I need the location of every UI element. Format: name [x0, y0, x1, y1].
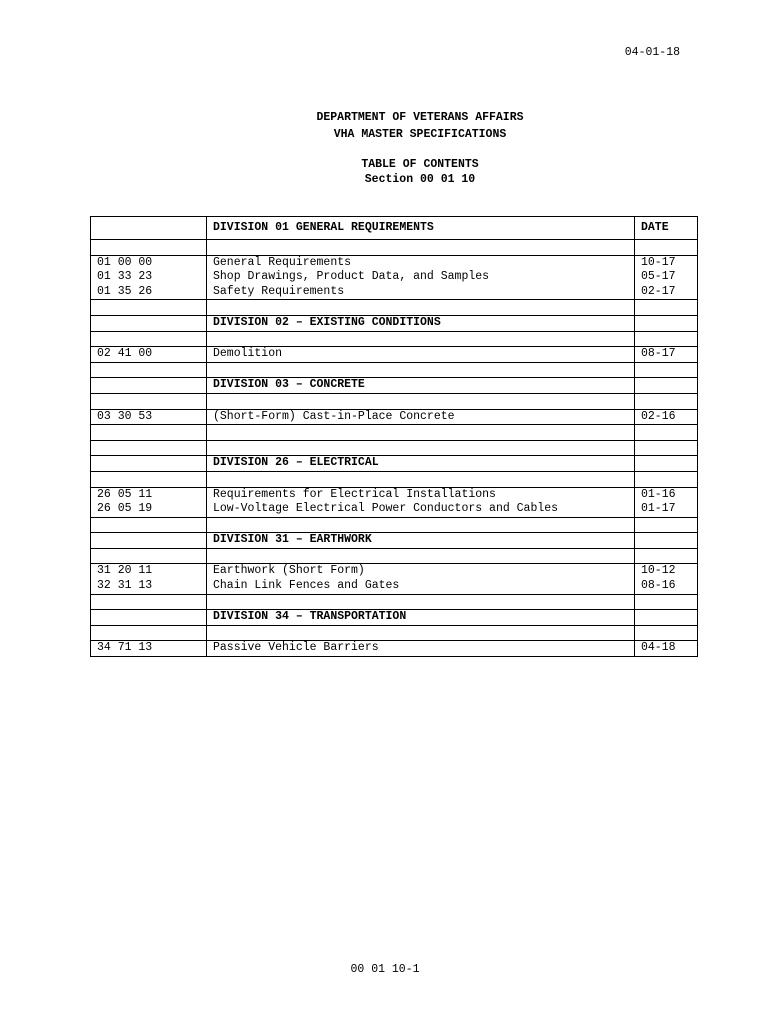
- section-date: 02-17: [635, 285, 698, 300]
- section-title: Shop Drawings, Product Data, and Samples: [207, 270, 635, 285]
- section-date: 01-17: [635, 502, 698, 517]
- section-date: 08-16: [635, 579, 698, 594]
- page-number: 00 01 10-1: [350, 963, 420, 976]
- spacer-row: [91, 362, 698, 378]
- section-code: 02 41 00: [91, 347, 207, 363]
- division-03-heading: DIVISION 03 – CONCRETE: [207, 378, 635, 394]
- date-column-header: DATE: [635, 217, 698, 240]
- section-date: 02-16: [635, 409, 698, 425]
- spacer-row: [91, 393, 698, 409]
- division-31-heading: DIVISION 31 – EARTHWORK: [207, 533, 635, 549]
- header-code-cell: [91, 217, 207, 240]
- spacer-row: [91, 300, 698, 316]
- section-title: Safety Requirements: [207, 285, 635, 300]
- spacer-row: [91, 548, 698, 564]
- department-title: DEPARTMENT OF VETERANS AFFAIRS: [316, 111, 524, 124]
- division-row: [91, 610, 698, 626]
- section-date: 01-16: [635, 487, 698, 502]
- spacer-row: [91, 440, 698, 456]
- division-row: [91, 315, 698, 331]
- division-row: [91, 456, 698, 472]
- spacer-row: [91, 471, 698, 487]
- table-row: [91, 409, 698, 425]
- section-code: 34 71 13: [91, 641, 207, 657]
- section-date: 08-17: [635, 347, 698, 363]
- table-row: [91, 641, 698, 657]
- table-row: [91, 502, 698, 517]
- table-row: [91, 255, 698, 270]
- spacer-row: [91, 240, 698, 256]
- division-26-heading: DIVISION 26 – ELECTRICAL: [207, 456, 635, 472]
- section-title: Earthwork (Short Form): [207, 564, 635, 579]
- section-title: Chain Link Fences and Gates: [207, 579, 635, 594]
- table-header-row: [91, 217, 698, 240]
- section-date: 10-12: [635, 564, 698, 579]
- division-34-heading: DIVISION 34 – TRANSPORTATION: [207, 610, 635, 626]
- table-row: [91, 564, 698, 579]
- section-date: 05-17: [635, 270, 698, 285]
- section-code: 01 33 23: [91, 270, 207, 285]
- division-01-heading: DIVISION 01 GENERAL REQUIREMENTS: [207, 217, 635, 240]
- section-number: Section 00 01 10: [364, 173, 476, 186]
- table-row: [91, 579, 698, 594]
- section-title: (Short-Form) Cast-in-Place Concrete: [207, 409, 635, 425]
- section-code: 03 30 53: [91, 409, 207, 425]
- section-code: 32 31 13: [91, 579, 207, 594]
- toc-title: TABLE OF CONTENTS: [361, 158, 479, 171]
- section-code: 26 05 11: [91, 487, 207, 502]
- spacer-row: [91, 625, 698, 641]
- section-code: 26 05 19: [91, 502, 207, 517]
- section-code: 01 35 26: [91, 285, 207, 300]
- spacer-row: [91, 594, 698, 610]
- section-title: Demolition: [207, 347, 635, 363]
- division-row: [91, 378, 698, 394]
- spacer-row: [91, 331, 698, 347]
- division-02-heading: DIVISION 02 – EXISTING CONDITIONS: [207, 315, 635, 331]
- table-of-contents: [90, 216, 698, 657]
- section-date: 10-17: [635, 255, 698, 270]
- section-code: 31 20 11: [91, 564, 207, 579]
- division-row: [91, 533, 698, 549]
- section-date: 04-18: [635, 641, 698, 657]
- section-title: Requirements for Electrical Installations: [207, 487, 635, 502]
- table-row: [91, 285, 698, 300]
- section-title: General Requirements: [207, 255, 635, 270]
- section-title: Passive Vehicle Barriers: [207, 641, 635, 657]
- section-title: Low-Voltage Electrical Power Conductors and Cables: [207, 502, 635, 517]
- spacer-row: [91, 517, 698, 533]
- table-row: [91, 347, 698, 363]
- specifications-subtitle: VHA MASTER SPECIFICATIONS: [333, 128, 507, 141]
- table-row: [91, 270, 698, 285]
- document-date: 04-01-18: [624, 46, 680, 59]
- table-row: [91, 487, 698, 502]
- section-code: 01 00 00: [91, 255, 207, 270]
- spacer-row: [91, 425, 698, 441]
